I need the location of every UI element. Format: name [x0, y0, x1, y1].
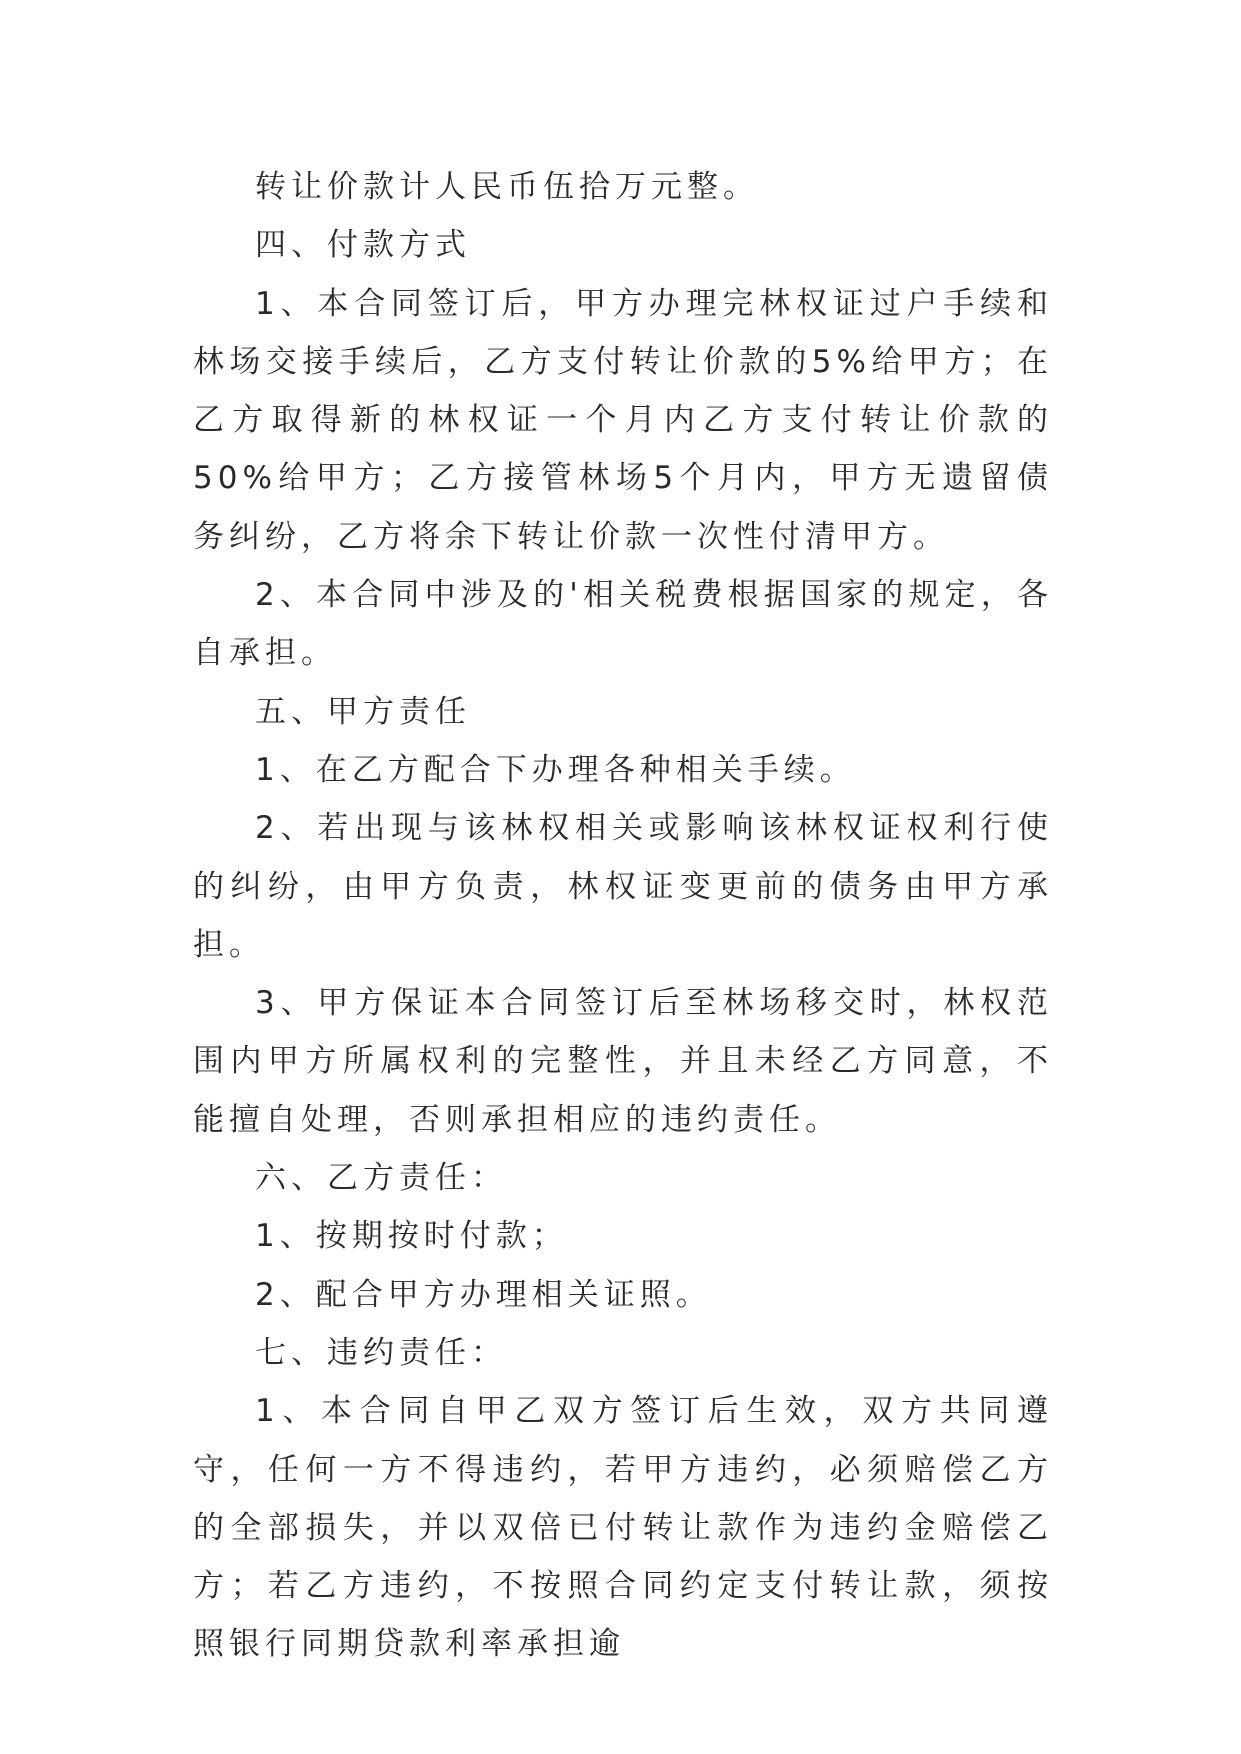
paragraph-party-a-clause-3: 3、甲方保证本合同签订后至林场移交时，林权范围内甲方所属权利的完整性，并且未经乙方同意，不能擅自处理，否则承担相应的违约责任。: [193, 985, 1053, 1138]
paragraph-party-a-clause-1: 1、在乙方配合下办理各种相关手续。: [255, 751, 856, 788]
paragraph-payment-clause-2: 2、本合同中涉及的'相关税费根据国家的规定，各自承担。: [193, 577, 1053, 672]
paragraph-transfer-price: 转让价款计人民币伍拾万元整。: [255, 169, 759, 205]
paragraph-party-b-clause-1: 1、按期按时付款；: [255, 1218, 568, 1255]
document-body: [193, 158, 1053, 1674]
paragraph-party-b-clause-2: 2、配合甲方办理相关证照。: [255, 1276, 712, 1313]
section-heading-breach-liability: 七、违约责任：: [255, 1334, 507, 1371]
paragraph-payment-clause-1: 1、本合同签订后，甲方办理完林权证过户手续和林场交接手续后，乙方支付转让价款的5%给甲方；在乙方取得新的林权证一个月内乙方支付转让价款的50%给甲方；乙方接管林场5个月内，甲方无遗留债务纠纷，乙方将余下转让价款一次性付清甲方。: [193, 285, 1053, 555]
paragraph-breach-clause-1: 1、本合同自甲乙双方签订后生效，双方共同遵守，任何一方不得违约，若甲方违约，必须赔偿乙方的全部损失，并以双倍已付转让款作为违约金赔偿乙方；若乙方违约，不按照合同约定支付转让款，须按照银行同期贷款利率承担逾: [193, 1393, 1053, 1663]
section-heading-party-b-duties: 六、乙方责任：: [255, 1160, 507, 1197]
paragraph-party-a-clause-2: 2、若出现与该林权相关或影响该林权证权利行使的纠纷，由甲方负责，林权证变更前的债务由甲方承担。: [193, 810, 1053, 963]
section-heading-payment-method: 四、付款方式: [255, 227, 471, 264]
section-heading-party-a-duties: 五、甲方责任: [255, 693, 471, 730]
